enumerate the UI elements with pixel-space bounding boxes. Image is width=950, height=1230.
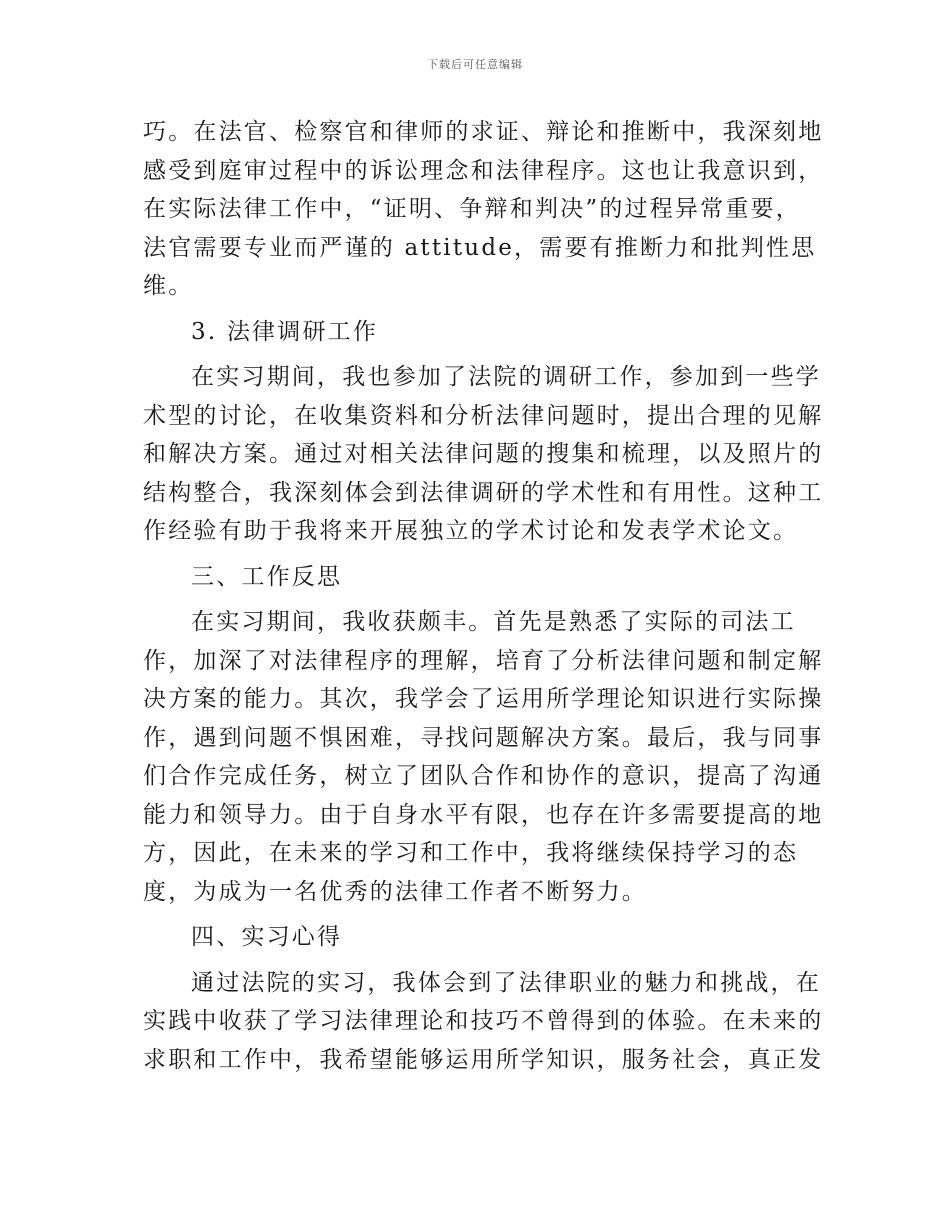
text-line: 四、实习心得 xyxy=(191,924,343,950)
text-line: 们合作完成任务，树立了团队合作和协作的意识，提高了沟通 xyxy=(143,763,824,789)
text-line: 法官需要专业而严谨的 attitude，需要有推断力和批判性思 xyxy=(143,234,817,261)
text-line: 决方案的能力。其次，我学会了运用所学理论知识进行实际操 xyxy=(143,686,824,712)
text-line: 实践中收获了学习法律理论和技巧不曾得到的体验。在未来的 xyxy=(143,1008,824,1034)
text-line: 度，为成为一名优秀的法律工作者不断努力。 xyxy=(143,878,647,905)
text-line: 求职和工作中，我希望能够运用所学知识，服务社会，真正发 xyxy=(143,1046,824,1073)
text-line: 通过法院的实习，我体会到了法律职业的魅力和挑战，在 xyxy=(191,969,821,996)
text-line: 3. 法律调研工作 xyxy=(191,318,379,345)
text-line: 作，加深了对法律程序的理解，培育了分析法律问题和制定解 xyxy=(143,647,824,674)
text-line: 在实习期间，我收获颇丰。首先是熟悉了实际的司法工 xyxy=(191,609,796,635)
text-line: 结构整合，我深刻体会到法律调研的学术性和有用性。这种工 xyxy=(143,479,824,506)
text-line: 作经验有助于我将来开展独立的学术讨论和发表学术论文。 xyxy=(143,518,799,544)
text-line: 能力和领导力。由于自身水平有限，也存在许多需要提高的地 xyxy=(143,801,824,828)
text-line: 和解决方案。通过对相关法律问题的搜集和梳理，以及照片的 xyxy=(143,441,824,467)
text-line: 感受到庭审过程中的诉讼理念和法律程序。这也让我意识到， xyxy=(143,157,824,184)
text-line: 在实际法律工作中，“证明、争辩和判决”的过程异常重要， xyxy=(143,196,801,222)
text-line: 方，因此，在未来的学习和工作中，我将继续保持学习的态 xyxy=(143,840,799,866)
text-line: 维。 xyxy=(143,273,194,299)
text-line: 在实习期间，我也参加了法院的调研工作，参加到一些学 xyxy=(191,364,821,390)
document-body xyxy=(143,113,824,1079)
text-line: 作，遇到问题不惧困难，寻找问题解决方案。最后，我与同事 xyxy=(143,724,824,751)
text-line: 三、工作反思 xyxy=(191,563,343,590)
text-line: 术型的讨论，在收集资料和分析法律问题时，提出合理的见解 xyxy=(143,402,824,429)
page-header: 下载后可任意编辑 xyxy=(427,58,523,71)
text-line: 巧。在法官、检察官和律师的求证、辩论和推断中，我深刻地 xyxy=(143,119,824,145)
